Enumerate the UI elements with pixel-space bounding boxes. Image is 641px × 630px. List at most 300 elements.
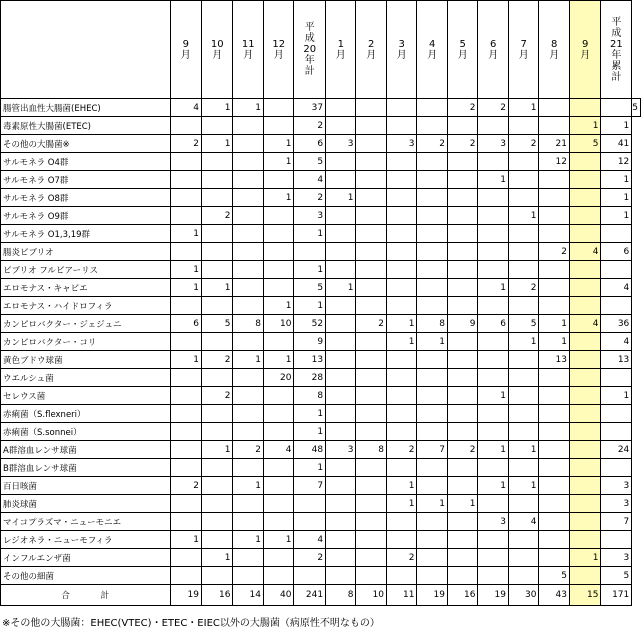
count-cell: [170, 297, 201, 315]
organism-name: 百日咳菌: [1, 477, 171, 495]
count-cell: [263, 207, 294, 225]
count-cell: [233, 207, 264, 225]
organism-name: サルモネラ O7群: [1, 171, 171, 189]
count-cell: [356, 135, 387, 153]
count-cell: [201, 369, 232, 387]
count-cell: [569, 99, 600, 117]
count-cell: [447, 225, 478, 243]
column-header-0: [170, 1, 201, 99]
count-cell: 1: [447, 495, 478, 513]
column-header-glyph: 年: [611, 49, 622, 61]
count-cell: [386, 459, 417, 477]
count-cell: 52: [294, 315, 326, 333]
count-cell: 1: [508, 441, 539, 459]
count-cell: 1: [601, 189, 632, 207]
count-cell: [326, 297, 356, 315]
column-header-glyph: 累: [611, 60, 622, 72]
count-cell: [569, 207, 600, 225]
column-header-glyph: 月: [549, 49, 560, 61]
count-cell: 1: [478, 171, 509, 189]
count-cell: [170, 369, 201, 387]
footnote: ※その他の大腸菌：EHEC(VTEC)・ETEC・EIEC以外の大腸菌（病原性不明なもの）: [2, 618, 380, 629]
count-cell: [233, 297, 264, 315]
column-header-glyph: 成: [304, 33, 315, 44]
count-cell: [170, 423, 201, 441]
organism-name: サルモネラ O8群: [1, 189, 171, 207]
count-cell: [569, 495, 600, 513]
count-cell: 8: [294, 387, 326, 405]
count-cell: [170, 495, 201, 513]
count-cell: 1: [201, 135, 232, 153]
count-cell: 20: [263, 369, 294, 387]
count-cell: [478, 297, 509, 315]
column-header-13: [569, 1, 600, 99]
count-cell: [417, 225, 448, 243]
organism-name: セレウス菌: [1, 387, 171, 405]
count-cell: [478, 261, 509, 279]
organism-name: インフルエンザ菌: [1, 549, 171, 567]
count-cell: [569, 477, 600, 495]
count-cell: [447, 423, 478, 441]
count-cell: [569, 387, 600, 405]
count-cell: 1: [170, 225, 201, 243]
count-cell: [233, 369, 264, 387]
count-cell: 5: [201, 315, 232, 333]
column-header-glyph: 7: [520, 38, 527, 50]
table-row: [1, 279, 641, 297]
count-cell: [539, 549, 570, 567]
count-cell: [569, 405, 600, 423]
count-cell: [417, 171, 448, 189]
count-cell: [233, 459, 264, 477]
count-cell: 10: [356, 585, 387, 606]
count-cell: 2: [508, 279, 539, 297]
count-cell: [326, 459, 356, 477]
count-cell: 16: [447, 585, 478, 606]
table-row: [1, 135, 641, 153]
column-header-glyph: 計: [611, 71, 622, 83]
count-cell: [601, 99, 632, 117]
count-cell: [170, 441, 201, 459]
organism-name: サルモネラ O1,3,19群: [1, 225, 171, 243]
count-cell: 1: [294, 225, 326, 243]
count-cell: [539, 369, 570, 387]
count-cell: [201, 495, 232, 513]
count-cell: [294, 567, 326, 585]
table-row: [1, 513, 641, 531]
count-cell: [539, 99, 570, 117]
count-cell: 10: [263, 315, 294, 333]
count-cell: [539, 513, 570, 531]
count-cell: 2: [170, 135, 201, 153]
column-header-glyph: 9: [582, 38, 589, 50]
count-cell: [263, 333, 294, 351]
table-row: [1, 315, 641, 333]
count-cell: [508, 351, 539, 369]
count-cell: 2: [508, 135, 539, 153]
table-row: [1, 225, 641, 243]
organism-name: カンピロバクター・ジェジュニ: [1, 315, 171, 333]
count-cell: 3: [294, 207, 326, 225]
count-cell: [233, 567, 264, 585]
count-cell: [601, 369, 632, 387]
count-cell: [326, 225, 356, 243]
count-cell: [326, 261, 356, 279]
count-cell: [601, 297, 632, 315]
count-cell: [478, 405, 509, 423]
count-cell: [539, 387, 570, 405]
organism-name: 黄色ブドウ球菌: [1, 351, 171, 369]
count-cell: 19: [170, 585, 201, 606]
count-cell: 3: [478, 513, 509, 531]
column-header-glyph: 平: [611, 16, 622, 28]
count-cell: [417, 369, 448, 387]
column-header-glyph: 11: [241, 38, 255, 50]
count-cell: [447, 117, 478, 135]
count-cell: [233, 279, 264, 297]
table-row: [1, 549, 641, 567]
count-cell: [233, 261, 264, 279]
count-cell: [326, 513, 356, 531]
column-header-label: [601, 17, 631, 83]
count-cell: 2: [294, 117, 326, 135]
count-cell: [294, 513, 326, 531]
count-cell: 1: [601, 117, 632, 135]
count-cell: [263, 513, 294, 531]
count-cell: [417, 279, 448, 297]
count-cell: [201, 117, 232, 135]
count-cell: [447, 243, 478, 261]
count-cell: [539, 261, 570, 279]
count-cell: 1: [233, 531, 264, 549]
count-cell: [539, 207, 570, 225]
count-cell: [263, 387, 294, 405]
column-header-glyph: 月: [580, 49, 591, 61]
organism-name: その他の大腸菌※: [1, 135, 171, 153]
count-cell: [417, 459, 448, 477]
count-cell: [326, 495, 356, 513]
table-body: [1, 99, 641, 606]
count-cell: [326, 99, 356, 117]
count-cell: [569, 225, 600, 243]
column-header-9: [447, 1, 478, 99]
count-cell: [539, 477, 570, 495]
column-header-glyph: 月: [366, 49, 377, 61]
count-cell: [356, 189, 387, 207]
count-cell: [201, 567, 232, 585]
count-cell: 2: [294, 549, 326, 567]
count-cell: 1: [263, 189, 294, 207]
count-cell: 14: [233, 585, 264, 606]
count-cell: [386, 243, 417, 261]
column-header-label: [356, 39, 386, 61]
count-cell: 3: [386, 135, 417, 153]
count-cell: [233, 171, 264, 189]
column-header-label: [539, 39, 569, 61]
count-cell: [326, 531, 356, 549]
count-cell: [386, 297, 417, 315]
count-cell: 1: [508, 99, 539, 117]
count-cell: 4: [263, 441, 294, 459]
count-cell: 5: [508, 315, 539, 333]
table-row: [1, 171, 641, 189]
count-cell: [233, 495, 264, 513]
count-cell: [356, 495, 387, 513]
count-cell: 1: [263, 153, 294, 171]
organism-name: レジオネラ・ニューモフィラ: [1, 531, 171, 549]
organism-name: 赤痢菌（S.flexneri）: [1, 405, 171, 423]
count-cell: [386, 405, 417, 423]
table-row: [1, 531, 641, 549]
count-cell: [447, 531, 478, 549]
count-cell: [326, 387, 356, 405]
count-cell: [326, 423, 356, 441]
column-header-glyph: 9: [182, 38, 189, 50]
count-cell: [233, 549, 264, 567]
count-cell: 5: [294, 279, 326, 297]
count-cell: [447, 387, 478, 405]
column-header-glyph: 1: [337, 38, 344, 50]
count-cell: [447, 171, 478, 189]
column-header-label: [202, 39, 232, 61]
count-cell: 36: [601, 315, 632, 333]
count-cell: [326, 117, 356, 135]
table-row: [1, 405, 641, 423]
count-cell: 1: [539, 333, 570, 351]
count-cell: 1: [508, 333, 539, 351]
count-cell: [417, 531, 448, 549]
total-label: 合 計: [1, 585, 171, 606]
count-cell: [356, 387, 387, 405]
count-cell: 48: [294, 441, 326, 459]
column-header-2: [233, 1, 264, 99]
column-header-glyph: 8: [551, 38, 558, 50]
count-cell: [508, 153, 539, 171]
count-cell: [201, 513, 232, 531]
count-cell: 21: [539, 135, 570, 153]
count-cell: [201, 531, 232, 549]
count-cell: 3: [601, 477, 632, 495]
count-cell: [539, 423, 570, 441]
count-cell: [326, 153, 356, 171]
count-cell: 1: [326, 189, 356, 207]
count-cell: [569, 423, 600, 441]
count-cell: [417, 477, 448, 495]
count-cell: 6: [478, 315, 509, 333]
count-cell: [356, 369, 387, 387]
count-cell: [417, 117, 448, 135]
count-cell: [601, 405, 632, 423]
count-cell: [263, 477, 294, 495]
count-cell: [569, 333, 600, 351]
count-cell: [386, 153, 417, 171]
count-cell: [478, 225, 509, 243]
count-cell: [170, 387, 201, 405]
table-row: [1, 261, 641, 279]
count-cell: [233, 333, 264, 351]
count-cell: [170, 405, 201, 423]
table-row: [1, 117, 641, 135]
column-header-glyph: 成: [611, 27, 622, 39]
count-cell: 5: [569, 135, 600, 153]
count-cell: [569, 369, 600, 387]
count-cell: [170, 189, 201, 207]
count-cell: [326, 477, 356, 495]
count-cell: [170, 567, 201, 585]
count-cell: 1: [601, 207, 632, 225]
count-cell: 3: [326, 441, 356, 459]
count-cell: [478, 459, 509, 477]
column-header-label: [417, 39, 447, 61]
count-cell: [356, 423, 387, 441]
count-cell: 12: [539, 153, 570, 171]
count-cell: [356, 513, 387, 531]
count-cell: 3: [326, 135, 356, 153]
count-cell: [386, 117, 417, 135]
count-cell: 19: [478, 585, 509, 606]
count-cell: 1: [233, 351, 264, 369]
organism-name: 腸管出血性大腸菌(EHEC): [1, 99, 171, 117]
count-cell: [478, 243, 509, 261]
count-cell: [539, 405, 570, 423]
count-cell: [508, 297, 539, 315]
table-row: [1, 423, 641, 441]
column-header-label: [570, 39, 600, 61]
count-cell: [201, 459, 232, 477]
count-cell: [170, 117, 201, 135]
count-cell: 4: [294, 171, 326, 189]
count-cell: 1: [326, 279, 356, 297]
count-cell: [356, 477, 387, 495]
count-cell: 1: [201, 441, 232, 459]
column-header-4: [294, 1, 326, 99]
count-cell: [508, 117, 539, 135]
organism-name: エロモナス・キャビエ: [1, 279, 171, 297]
count-cell: 2: [170, 477, 201, 495]
count-cell: [601, 423, 632, 441]
column-header-glyph: 4: [429, 38, 436, 50]
count-cell: [569, 297, 600, 315]
count-cell: 2: [539, 243, 570, 261]
count-cell: [447, 567, 478, 585]
count-cell: 16: [201, 585, 232, 606]
count-cell: [233, 423, 264, 441]
count-cell: [508, 261, 539, 279]
count-cell: [601, 225, 632, 243]
count-cell: [508, 405, 539, 423]
count-cell: [326, 243, 356, 261]
organism-name: 赤痢菌（S.sonnei）: [1, 423, 171, 441]
count-cell: [201, 153, 232, 171]
count-cell: [356, 225, 387, 243]
count-cell: [478, 423, 509, 441]
count-cell: 1: [263, 135, 294, 153]
count-cell: [170, 549, 201, 567]
count-cell: [263, 225, 294, 243]
count-cell: 1: [170, 261, 201, 279]
column-header-glyph: 月: [243, 49, 254, 61]
column-header-glyph: 月: [273, 49, 284, 61]
count-cell: [201, 333, 232, 351]
count-cell: [356, 117, 387, 135]
column-header-glyph: 月: [518, 49, 529, 61]
count-cell: [569, 171, 600, 189]
count-cell: [263, 405, 294, 423]
count-cell: 1: [170, 531, 201, 549]
count-cell: [539, 495, 570, 513]
count-cell: [326, 315, 356, 333]
count-cell: [386, 99, 417, 117]
column-header-label: [294, 22, 325, 77]
count-cell: [569, 153, 600, 171]
organism-name: 毒素原性大腸菌(ETEC): [1, 117, 171, 135]
count-cell: [356, 459, 387, 477]
column-header-8: [417, 1, 448, 99]
count-cell: 1: [386, 495, 417, 513]
count-cell: [478, 495, 509, 513]
column-header-label: [387, 39, 417, 61]
count-cell: 6: [170, 315, 201, 333]
count-cell: [447, 369, 478, 387]
count-cell: [508, 387, 539, 405]
table-row: [1, 243, 641, 261]
count-cell: [201, 297, 232, 315]
count-cell: 2: [356, 315, 387, 333]
count-cell: [386, 189, 417, 207]
count-cell: [356, 333, 387, 351]
table-row: [1, 297, 641, 315]
count-cell: [201, 405, 232, 423]
organism-name: サルモネラ O9群: [1, 207, 171, 225]
column-header-10: [478, 1, 509, 99]
count-cell: 2: [447, 441, 478, 459]
count-cell: 7: [294, 477, 326, 495]
count-cell: [447, 189, 478, 207]
count-cell: 6: [294, 135, 326, 153]
column-header-label: [264, 39, 294, 61]
count-cell: 1: [263, 351, 294, 369]
count-cell: [386, 207, 417, 225]
count-cell: [326, 549, 356, 567]
count-cell: [539, 189, 570, 207]
count-cell: 1: [263, 531, 294, 549]
count-cell: 1: [294, 261, 326, 279]
count-cell: 2: [417, 135, 448, 153]
count-cell: [478, 153, 509, 171]
column-header-glyph: 月: [488, 49, 499, 61]
count-cell: [294, 243, 326, 261]
organism-name: その他の細菌: [1, 567, 171, 585]
count-cell: [417, 189, 448, 207]
count-cell: [263, 99, 294, 117]
count-cell: [170, 513, 201, 531]
count-cell: [356, 153, 387, 171]
count-cell: [326, 567, 356, 585]
table-row: [1, 189, 641, 207]
count-cell: [508, 225, 539, 243]
count-cell: 1: [233, 99, 264, 117]
count-cell: 13: [539, 351, 570, 369]
count-cell: 11: [386, 585, 417, 606]
table-row: [1, 99, 641, 117]
column-header-11: [508, 1, 539, 99]
count-cell: [478, 567, 509, 585]
count-cell: [478, 531, 509, 549]
organism-name: A群溶血レンサ球菌: [1, 441, 171, 459]
count-cell: [263, 171, 294, 189]
count-cell: 4: [601, 333, 632, 351]
count-cell: [508, 243, 539, 261]
